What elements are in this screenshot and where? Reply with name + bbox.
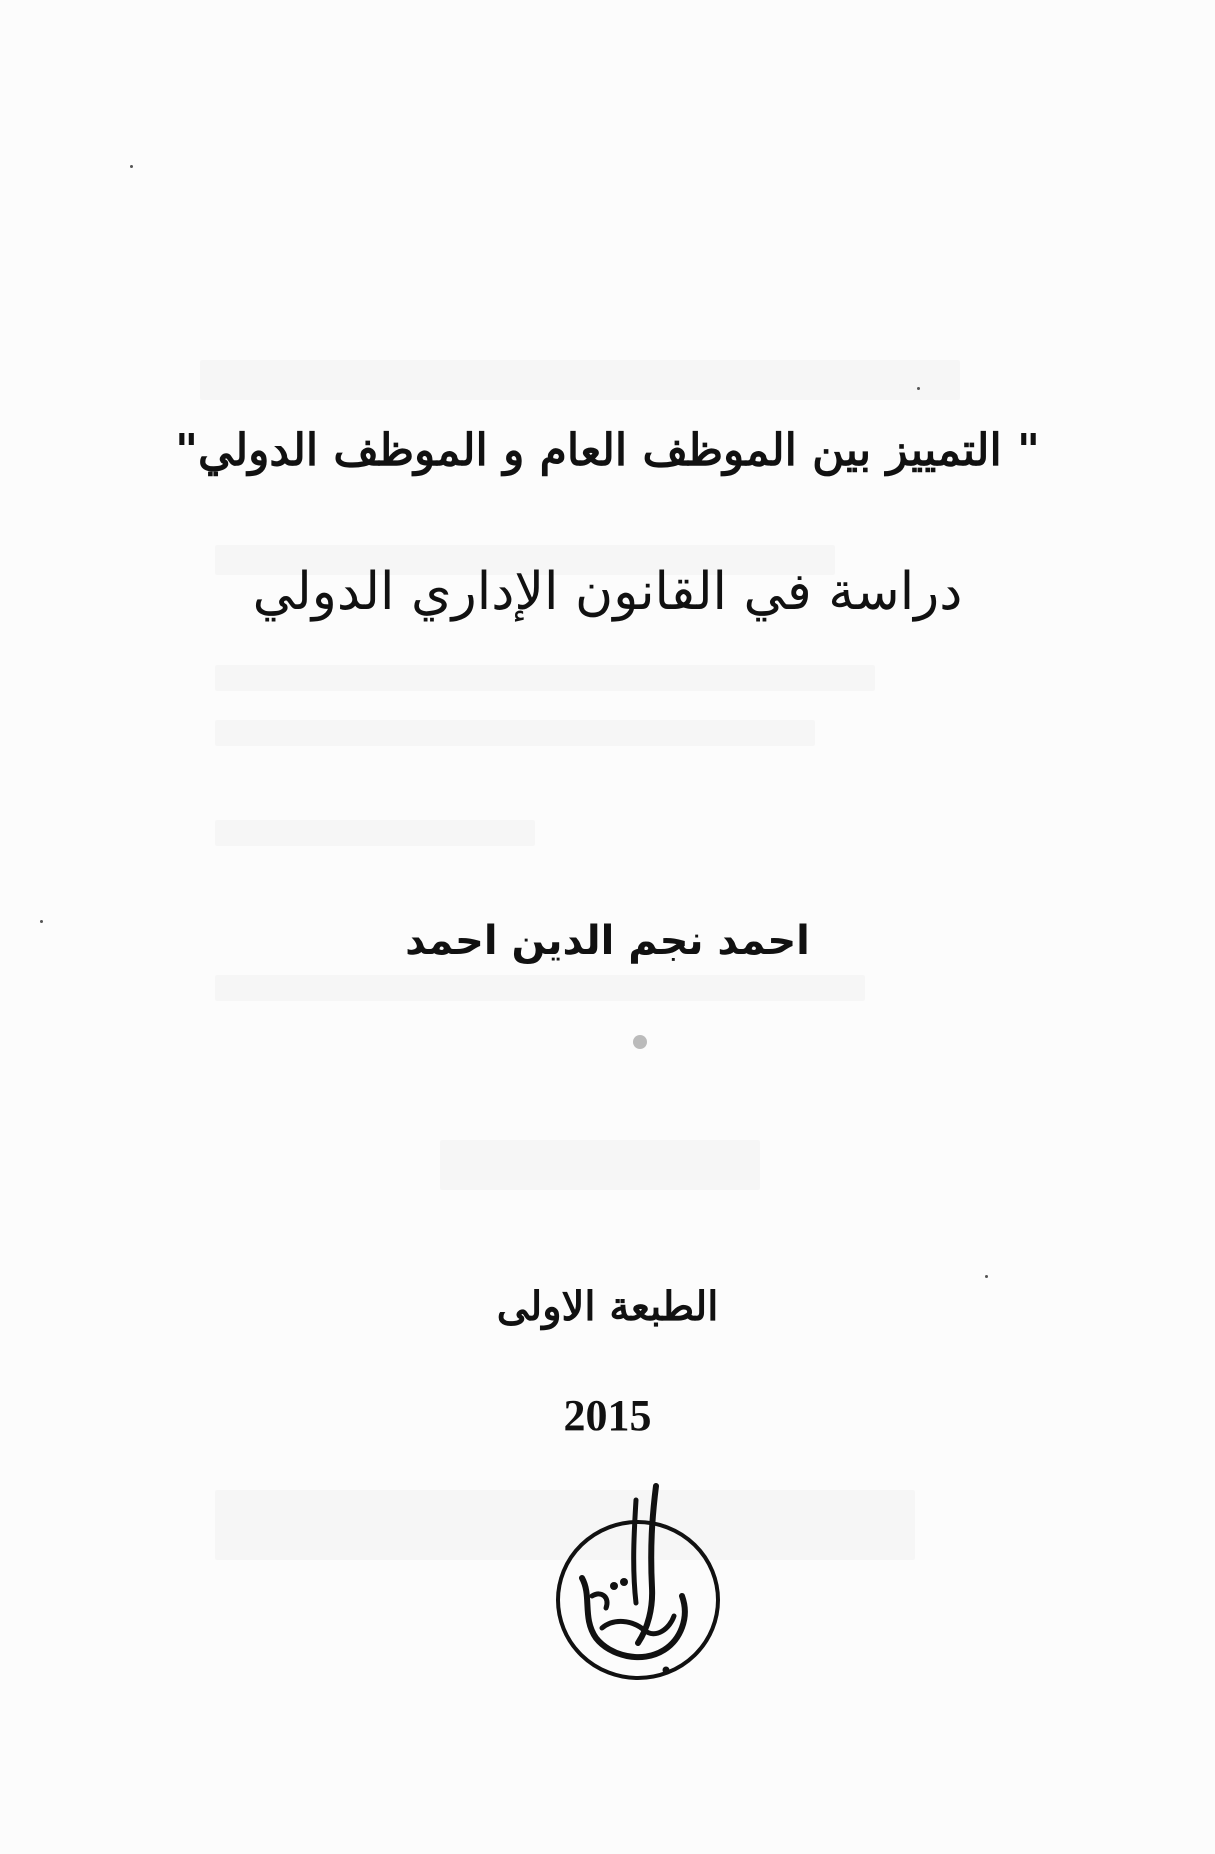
publication-year: 2015 [563, 1391, 652, 1440]
paper-speck [633, 1035, 647, 1049]
show-through-block [215, 975, 865, 1001]
show-through-block [215, 720, 815, 746]
book-subtitle: دراسة في القانون الإداري الدولي [252, 562, 963, 622]
paper-speck [917, 387, 920, 390]
show-through-block [215, 820, 535, 846]
paper-speck [130, 165, 133, 168]
publisher-seal-icon [552, 1478, 724, 1688]
edition-label: الطبعة الاولى [496, 1283, 719, 1330]
show-through-block [440, 1140, 760, 1190]
author-name: احمد نجم الدين احمد [405, 918, 810, 964]
show-through-block [215, 665, 875, 691]
paper-speck [985, 1275, 988, 1278]
show-through-block [200, 360, 960, 400]
book-title: " التمييز بين الموظف العام و الموظف الدولي" [175, 425, 1040, 476]
